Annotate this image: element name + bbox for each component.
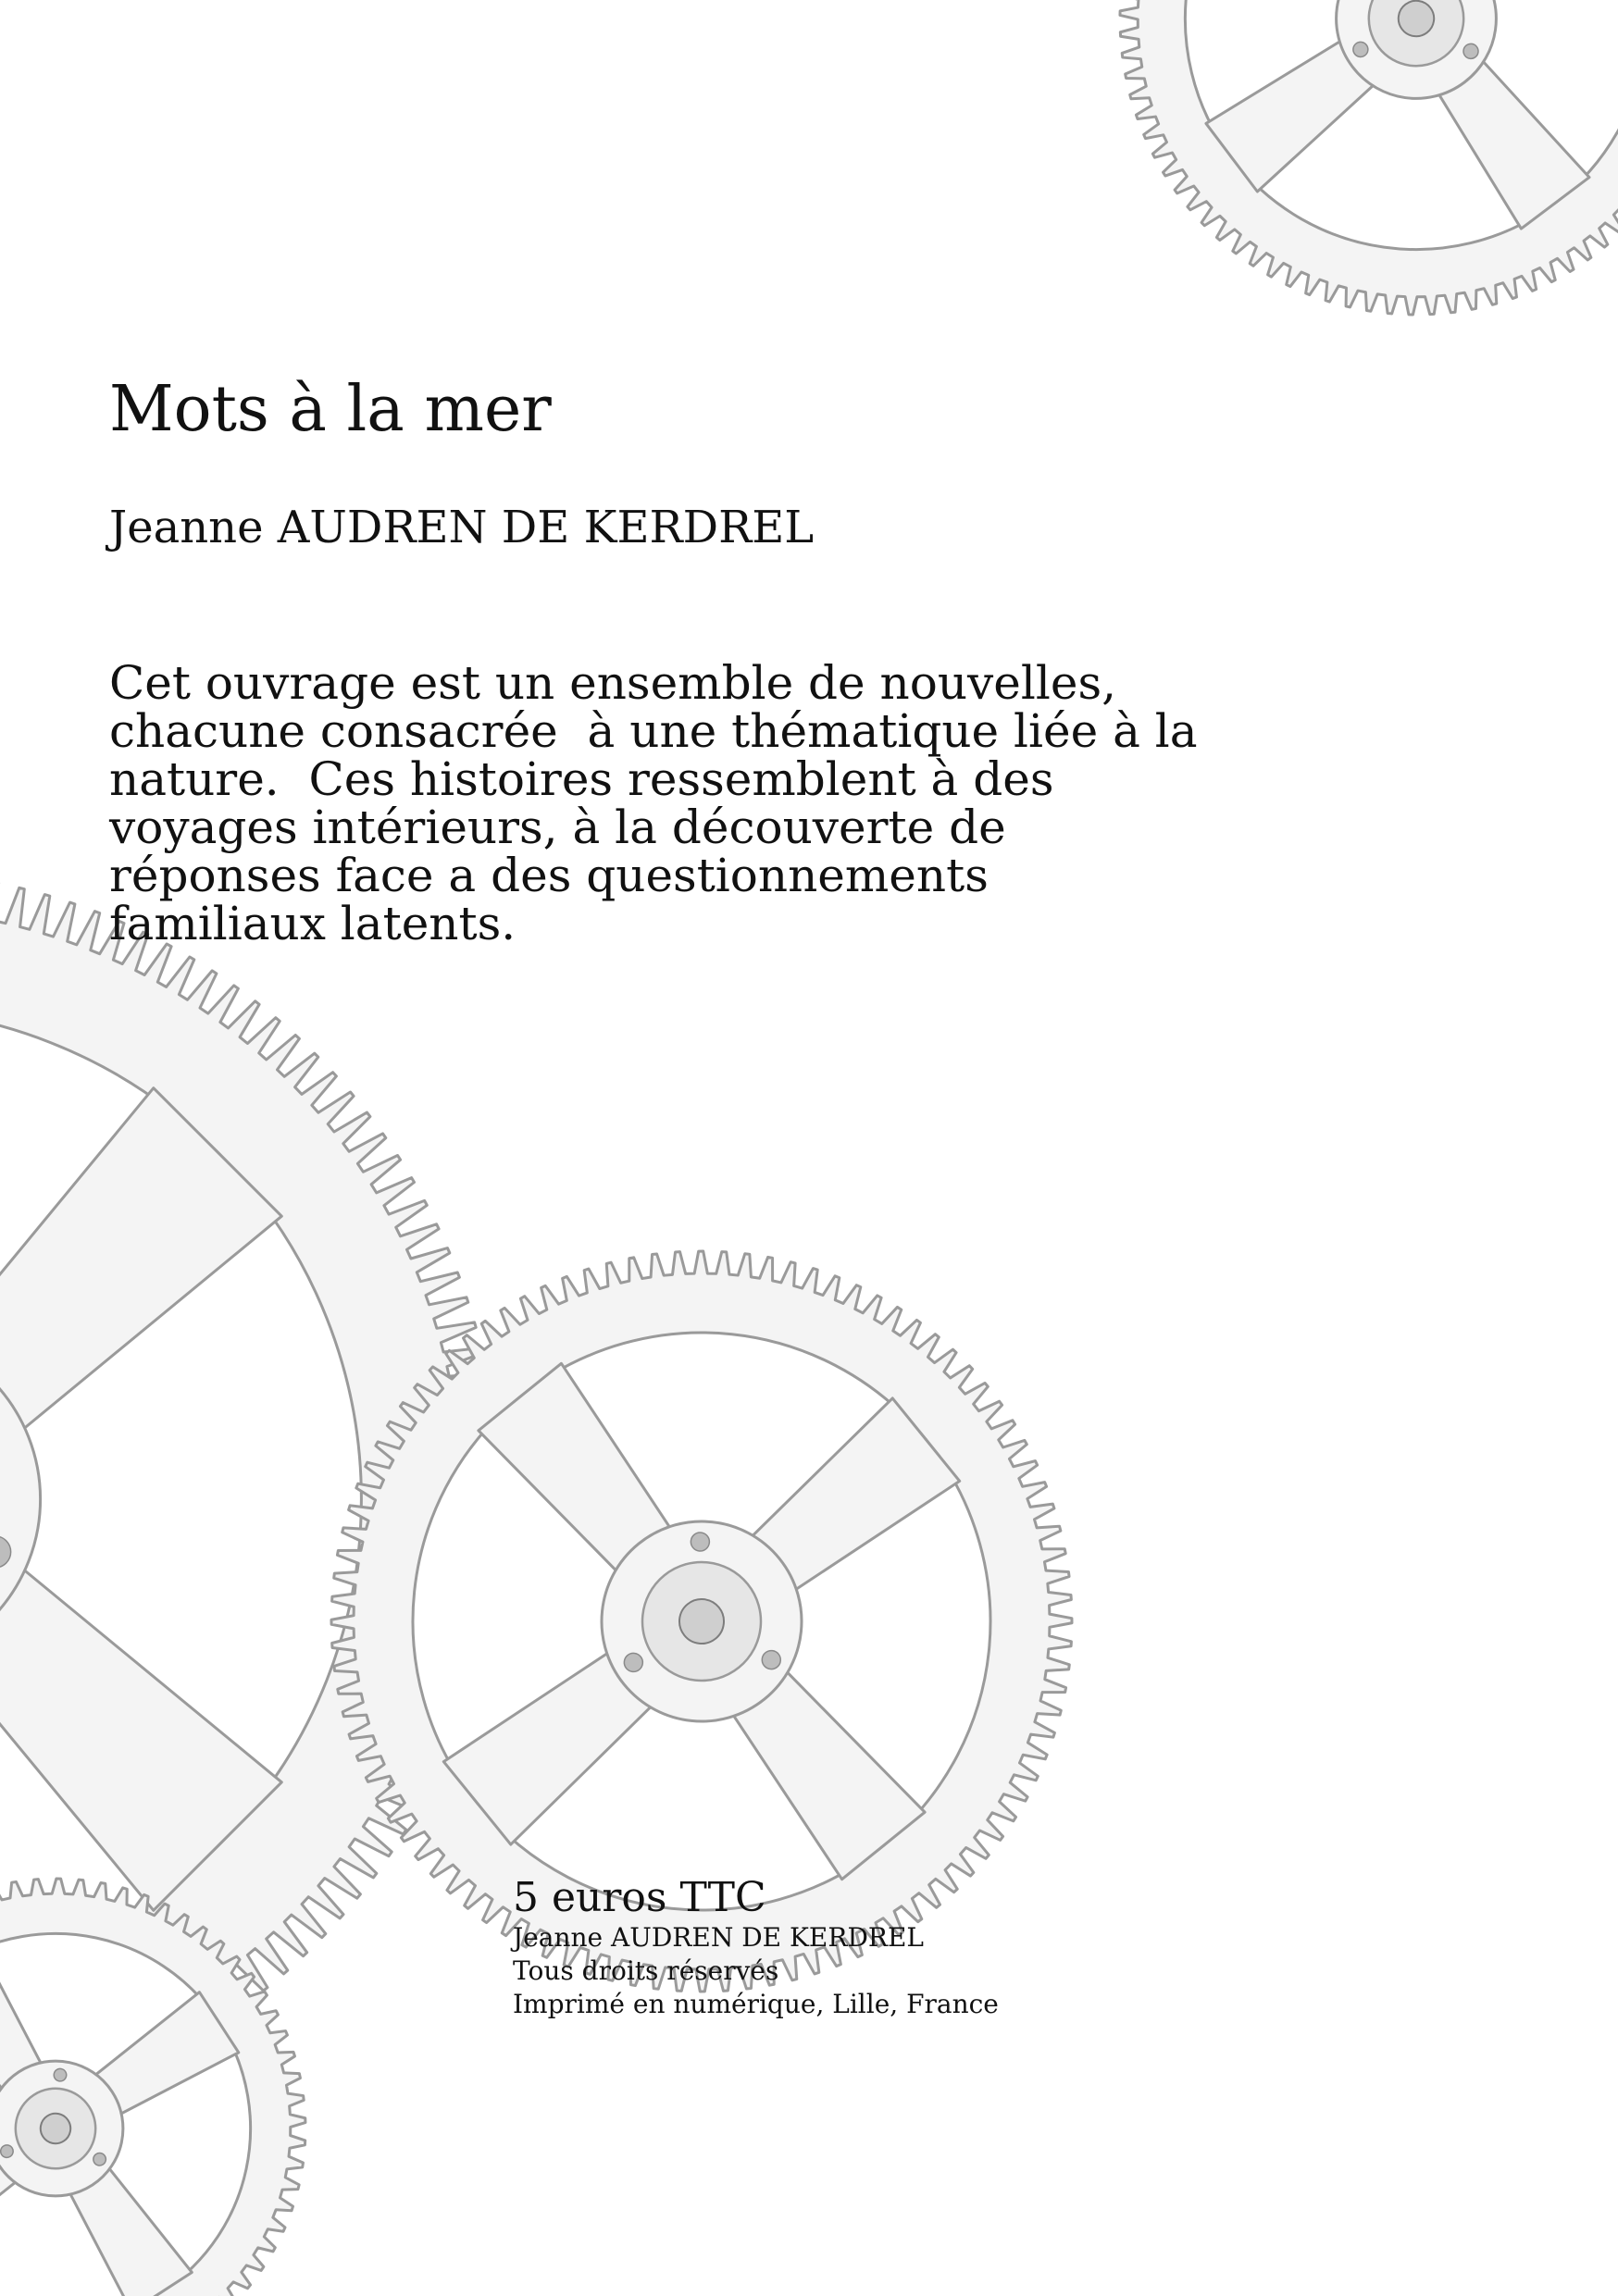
rights-notice: Tous droits réservés (513, 1955, 779, 1986)
book-author: Jeanne AUDREN DE KERDREL (109, 502, 815, 553)
printing-notice: Imprimé en numérique, Lille, France (513, 1989, 999, 2019)
colophon-author: Jeanne AUDREN DE KERDREL (513, 1922, 925, 1953)
summary-line: réponses face a des questionnements (109, 849, 989, 902)
book-title: Mots à la mer (109, 373, 552, 446)
summary-line: nature. Ces histoires ressemblent à des (109, 752, 1054, 806)
price-label: 5 euros TTC (513, 1874, 766, 1921)
summary-line: Cet ouvrage est un ensemble de nouvelles, (109, 656, 1117, 710)
colophon (513, 1875, 999, 2021)
summary-line: chacune consacrée à une thématique liée à la (109, 704, 1198, 758)
summary-line: voyages intérieurs, à la découverte de (109, 800, 1006, 854)
summary-line: familiaux latents. (109, 897, 517, 950)
gear-top-right (1082, 0, 1618, 353)
book-summary (109, 656, 1276, 950)
